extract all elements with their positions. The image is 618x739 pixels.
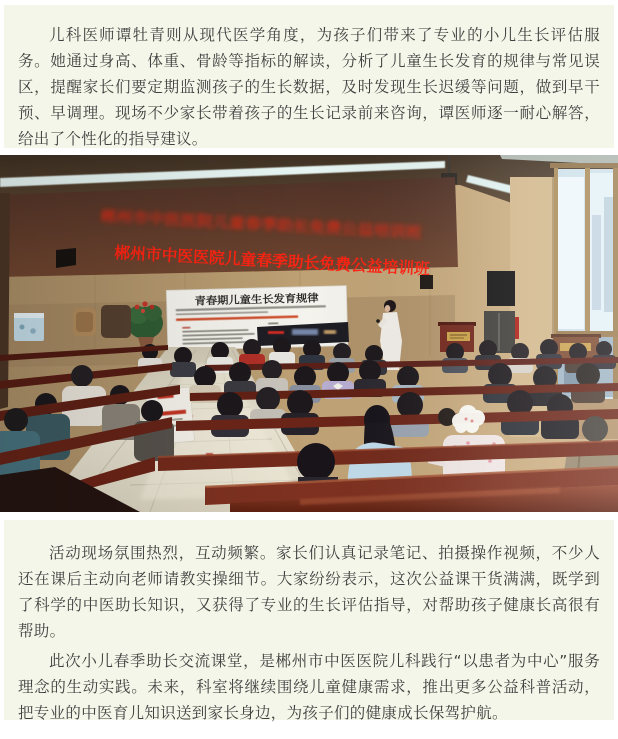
event-photo xyxy=(0,155,618,512)
intro-paragraph-block xyxy=(4,5,614,148)
body-paragraph-block xyxy=(4,520,614,720)
article-paragraph-intro: 儿科医师谭牡青则从现代医学角度，为孩子们带来了专业的小儿生长评估服务。她通过身高、体重、骨龄等指标的解读，分析了儿童生长发育的规律与常见误区，提醒家长们要定期监测孩子的生长数据，及时发现生长迟缓等问题，做到早干预、早调理。现场不少家长带着孩子的生长记录前来咨询，谭医师逐一耐心解答，给出了个性化的指导建议。 xyxy=(18,26,600,148)
article-paragraph-outlook: 此次小儿春季助长交流课堂，是郴州市中医医院儿科践行“以患者为中心”服务理念的生动实践。未来，科室将继续围绕儿童健康需求，推出更多公益科普活动，把专业的中医育儿知识送到家长身边，为孩子们的健康成长保驾护航。 xyxy=(18,652,600,722)
article-paragraph-feedback: 活动现场氛围热烈，互动频繁。家长们认真记录笔记、拍摄操作视频，不少人还在课后主动向老师请教实操细节。大家纷纷表示，这次公益课干货满满，既学到了科学的中医助长知识，又获得了专业的生长评估指导，对帮助孩子健康长高很有帮助。 xyxy=(18,544,600,640)
lighting-overlay xyxy=(0,155,618,512)
